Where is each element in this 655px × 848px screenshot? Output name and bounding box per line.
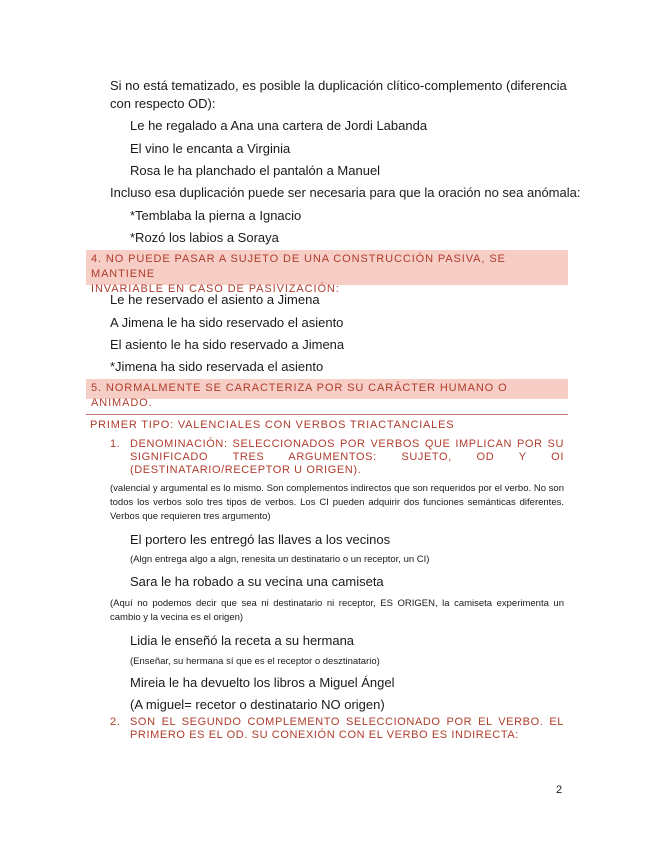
list-item-1 — [110, 438, 564, 477]
heading-4-line-1: 4. NO PUEDE PASAR A SUJETO DE UNA CONSTRUCCIÓN PASIVA, SE MANTIENE — [91, 253, 506, 280]
intro-line-1: Si no está tematizado, es posible la duplicación clítico-complemento (diferencia — [110, 78, 567, 93]
example-a-3: Rosa le ha planchado el pantalón a Manuel — [130, 163, 381, 178]
example-c-4: *Jimena ha sido reservada el asiento — [110, 359, 324, 374]
example-3-sentence: Lidia le enseñó la receta a su hermana — [130, 633, 355, 648]
example-1-note: (Algn entrega algo a algn, renesita un destinatario o un receptor, un CI) — [130, 554, 430, 565]
heading-4-line-2: INVARIABLE EN CASO DE PASIVIZACIÓN: — [91, 283, 340, 295]
section-divider — [86, 414, 568, 415]
example-b-2: *Rozó los labios a Soraya — [130, 230, 279, 245]
list-item-1-text: DENOMINACIÓN: SELECCIONADOS POR VERBOS QUE IMPLICAN POR SU SIGNIFICADO TRES ARGUMENTOS: SUJETO, OD Y OI (DESTINATARIO/RECEPTOR U ORIGEN). — [130, 438, 564, 476]
page-number: 2 — [556, 784, 563, 796]
example-c-3: El asiento le ha sido reservado a Jimena — [110, 337, 345, 352]
example-2-note: (Aquí no podemos decir que sea ni destinatario ni receptor, ES ORIGEN, la camiseta experimenta un cambio y la vecina es el origen) — [110, 598, 564, 623]
example-1-sentence: El portero les entregó las llaves a los vecinos — [130, 532, 391, 547]
example-c-1: Le he reservado el asiento a Jimena — [110, 292, 320, 307]
example-3-note: (Enseñar, su hermana sí que es el receptor o desztinatario) — [130, 656, 380, 667]
example-a-1: Le he regalado a Ana una cartera de Jordi Labanda — [130, 118, 428, 133]
example-b-1: *Temblaba la pierna a Ignacio — [130, 208, 302, 223]
explanation-note: (valencial y argumental es lo mismo. Son complementos indirectos que son requeridos por el verbo. No son todos los verbos solo tres tipos de verbos. Los CI pueden adquirir dos funciones semánticas diferentes. Verbos que requieren tres argumento) — [110, 483, 564, 522]
intro-line-2: con respecto OD): — [110, 96, 216, 111]
list-item-2-number: 2. — [110, 716, 121, 728]
example-4-note: (A miguel= recetor o destinatario NO origen) — [130, 697, 385, 712]
example-2-sentence: Sara le ha robado a su vecina una camiseta — [130, 574, 384, 589]
heading-5: 5. NORMALMENTE SE CARACTERIZA POR SU CARÁCTER HUMANO O ANIMADO. — [86, 379, 568, 399]
heading-4 — [86, 250, 568, 295]
example-a-2: El vino le encanta a Virginia — [130, 141, 291, 156]
example-c-2: A Jimena le ha sido reservado el asiento — [110, 315, 344, 330]
section-title: PRIMER TIPO: VALENCIALES CON VERBOS TRIACTANCIALES — [90, 419, 455, 431]
list-item-2 — [110, 716, 564, 742]
list-item-1-number: 1. — [110, 438, 121, 450]
list-item-2-text: SON EL SEGUNDO COMPLEMENTO SELECCIONADO POR EL VERBO. EL PRIMERO ES EL OD. SU CONEXIÓN CON EL VERBO ES INDIRECTA: — [130, 716, 564, 741]
duplication-note: Incluso esa duplicación puede ser necesaria para que la oración no sea anómala: — [110, 185, 581, 200]
example-4-sentence: Mireia le ha devuelto los libros a Miguel Ángel — [130, 675, 395, 690]
